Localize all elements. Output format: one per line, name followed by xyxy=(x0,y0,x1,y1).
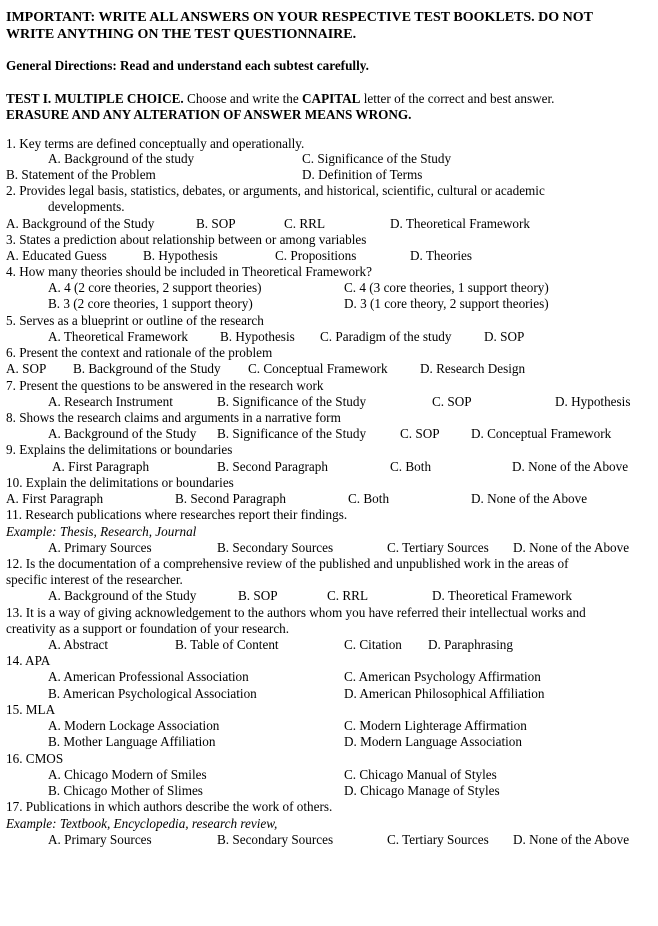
q10-option-c: C. Both xyxy=(348,491,390,506)
q9-option-c: C. Both xyxy=(390,459,432,474)
q11-option-b: B. Secondary Sources xyxy=(217,540,334,555)
q17-option-a: A. Primary Sources xyxy=(48,832,152,847)
question-14: 14. APA xyxy=(6,653,51,668)
question-1: 1. Key terms are defined conceptually and operationally. xyxy=(6,136,305,151)
q11-option-a: A. Primary Sources xyxy=(48,540,152,555)
q5-option-c: C. Paradigm of the study xyxy=(320,329,452,344)
question-2-cont: developments. xyxy=(48,199,125,214)
q2-option-a: A. Background of the Study xyxy=(6,216,155,231)
q15-option-b: B. Mother Language Affiliation xyxy=(48,734,216,749)
q1-option-b: B. Statement of the Problem xyxy=(6,167,156,182)
q11-option-d: D. None of the Above xyxy=(513,540,630,555)
question-3: 3. States a prediction about relationship between or among variables xyxy=(6,232,367,247)
instruction-text-b: letter of the correct and best answer. xyxy=(360,91,555,106)
q14-option-b: B. American Psychological Association xyxy=(48,686,257,701)
q8-option-b: B. Significance of the Study xyxy=(217,426,367,441)
q15-option-c: C. Modern Lighterage Affirmation xyxy=(344,718,527,733)
q11-option-c: C. Tertiary Sources xyxy=(387,540,489,555)
q8-option-d: D. Conceptual Framework xyxy=(471,426,612,441)
question-10: 10. Explain the delimitations or boundaries xyxy=(6,475,234,490)
q10-option-d: D. None of the Above xyxy=(471,491,588,506)
question-8: 8. Shows the research claims and arguments in a narrative form xyxy=(6,410,341,425)
q3-option-d: D. Theories xyxy=(410,248,473,263)
q11-example: Example: Thesis, Research, Journal xyxy=(6,524,197,539)
question-9: 9. Explains the delimitations or boundaries xyxy=(6,442,233,457)
question-12: 12. Is the documentation of a comprehensive review of the published and unpublished work in the areas of xyxy=(6,556,569,571)
q8-option-c: C. SOP xyxy=(400,426,440,441)
q9-option-d: D. None of the Above xyxy=(512,459,629,474)
q3-option-a: A. Educated Guess xyxy=(6,248,107,263)
q5-option-a: A. Theoretical Framework xyxy=(48,329,189,344)
q13-option-c: C. Citation xyxy=(344,637,402,652)
q15-option-d: D. Modern Language Association xyxy=(344,734,522,749)
q4-option-a: A. 4 (2 core theories, 2 support theories) xyxy=(48,280,262,295)
question-17: 17. Publications in which authors describe the work of others. xyxy=(6,799,333,814)
q8-option-a: A. Background of the Study xyxy=(48,426,197,441)
q3-option-c: C. Propositions xyxy=(275,248,357,263)
q2-option-d: D. Theoretical Framework xyxy=(390,216,531,231)
question-12-cont: specific interest of the researcher. xyxy=(6,572,183,587)
q14-option-a: A. American Professional Association xyxy=(48,669,249,684)
q14-option-c: C. American Psychology Affirmation xyxy=(344,669,541,684)
q4-option-b: B. 3 (2 core theories, 1 support theory) xyxy=(48,296,253,311)
q4-option-c: C. 4 (3 core theories, 1 support theory) xyxy=(344,280,549,295)
q13-option-d: D. Paraphrasing xyxy=(428,637,513,652)
instruction-capital: CAPITAL xyxy=(302,91,361,106)
instruction-text-a: Choose and write the xyxy=(183,91,303,106)
q9-option-a: A. First Paragraph xyxy=(52,459,150,474)
q10-option-b: B. Second Paragraph xyxy=(175,491,286,506)
q7-option-c: C. SOP xyxy=(432,394,472,409)
q4-option-d: D. 3 (1 core theory, 2 support theories) xyxy=(344,296,549,311)
erasure-warning: ERASURE AND ANY ALTERATION OF ANSWER MEANS WRONG. xyxy=(6,107,412,122)
q6-option-b: B. Background of the Study xyxy=(73,361,221,376)
q7-option-a: A. Research Instrument xyxy=(48,394,173,409)
q13-option-a: A. Abstract xyxy=(48,637,109,652)
q2-option-c: C. RRL xyxy=(284,216,326,231)
q17-option-c: C. Tertiary Sources xyxy=(387,832,489,847)
test-instructions xyxy=(6,91,554,107)
q1-option-d: D. Definition of Terms xyxy=(302,167,423,182)
q2-option-b: B. SOP xyxy=(196,216,236,231)
q14-option-d: D. American Philosophical Affiliation xyxy=(344,686,545,701)
q10-option-a: A. First Paragraph xyxy=(6,491,104,506)
general-directions: General Directions: Read and understand each subtest carefully. xyxy=(6,58,369,73)
test-title: TEST I. MULTIPLE CHOICE. xyxy=(6,91,184,106)
question-7: 7. Present the questions to be answered in the research work xyxy=(6,378,324,393)
q17-example: Example: Textbook, Encyclopedia, research review, xyxy=(6,816,278,831)
question-2: 2. Provides legal basis, statistics, debates, or arguments, and historical, scientific, cultural or academic xyxy=(6,183,545,198)
q9-option-b: B. Second Paragraph xyxy=(217,459,328,474)
q1-option-c: C. Significance of the Study xyxy=(302,151,452,166)
q16-option-a: A. Chicago Modern of Smiles xyxy=(48,767,207,782)
q13-option-b: B. Table of Content xyxy=(175,637,279,652)
q3-option-b: B. Hypothesis xyxy=(143,248,218,263)
important-notice-line-2: WRITE ANYTHING ON THE TEST QUESTIONNAIRE. xyxy=(6,27,357,42)
q6-option-d: D. Research Design xyxy=(420,361,526,376)
q7-option-b: B. Significance of the Study xyxy=(217,394,367,409)
q17-option-b: B. Secondary Sources xyxy=(217,832,334,847)
q7-option-d: D. Hypothesis xyxy=(555,394,631,409)
q1-option-a: A. Background of the study xyxy=(48,151,195,166)
question-15: 15. MLA xyxy=(6,702,56,717)
question-13-cont: creativity as a support or foundation of your research. xyxy=(6,621,290,636)
q6-option-c: C. Conceptual Framework xyxy=(248,361,388,376)
q15-option-a: A. Modern Lockage Association xyxy=(48,718,220,733)
question-6: 6. Present the context and rationale of the problem xyxy=(6,345,273,360)
q5-option-d: D. SOP xyxy=(484,329,525,344)
q16-option-c: C. Chicago Manual of Styles xyxy=(344,767,497,782)
question-5: 5. Serves as a blueprint or outline of the research xyxy=(6,313,264,328)
q5-option-b: B. Hypothesis xyxy=(220,329,295,344)
q12-option-b: B. SOP xyxy=(238,588,278,603)
q17-option-d: D. None of the Above xyxy=(513,832,630,847)
question-13: 13. It is a way of giving acknowledgement to the authors whom you have referred their intellectual works and xyxy=(6,605,586,620)
q6-option-a: A. SOP xyxy=(6,361,47,376)
q12-option-c: C. RRL xyxy=(327,588,369,603)
question-4: 4. How many theories should be included in Theoretical Framework? xyxy=(6,264,372,279)
q16-option-b: B. Chicago Mother of Slimes xyxy=(48,783,203,798)
question-16: 16. CMOS xyxy=(6,751,64,766)
q16-option-d: D. Chicago Manage of Styles xyxy=(344,783,500,798)
question-11: 11. Research publications where researches report their findings. xyxy=(6,507,348,522)
important-notice-line-1: IMPORTANT: WRITE ALL ANSWERS ON YOUR RESPECTIVE TEST BOOKLETS. DO NOT xyxy=(6,10,594,25)
q12-option-a: A. Background of the Study xyxy=(48,588,197,603)
q12-option-d: D. Theoretical Framework xyxy=(432,588,573,603)
